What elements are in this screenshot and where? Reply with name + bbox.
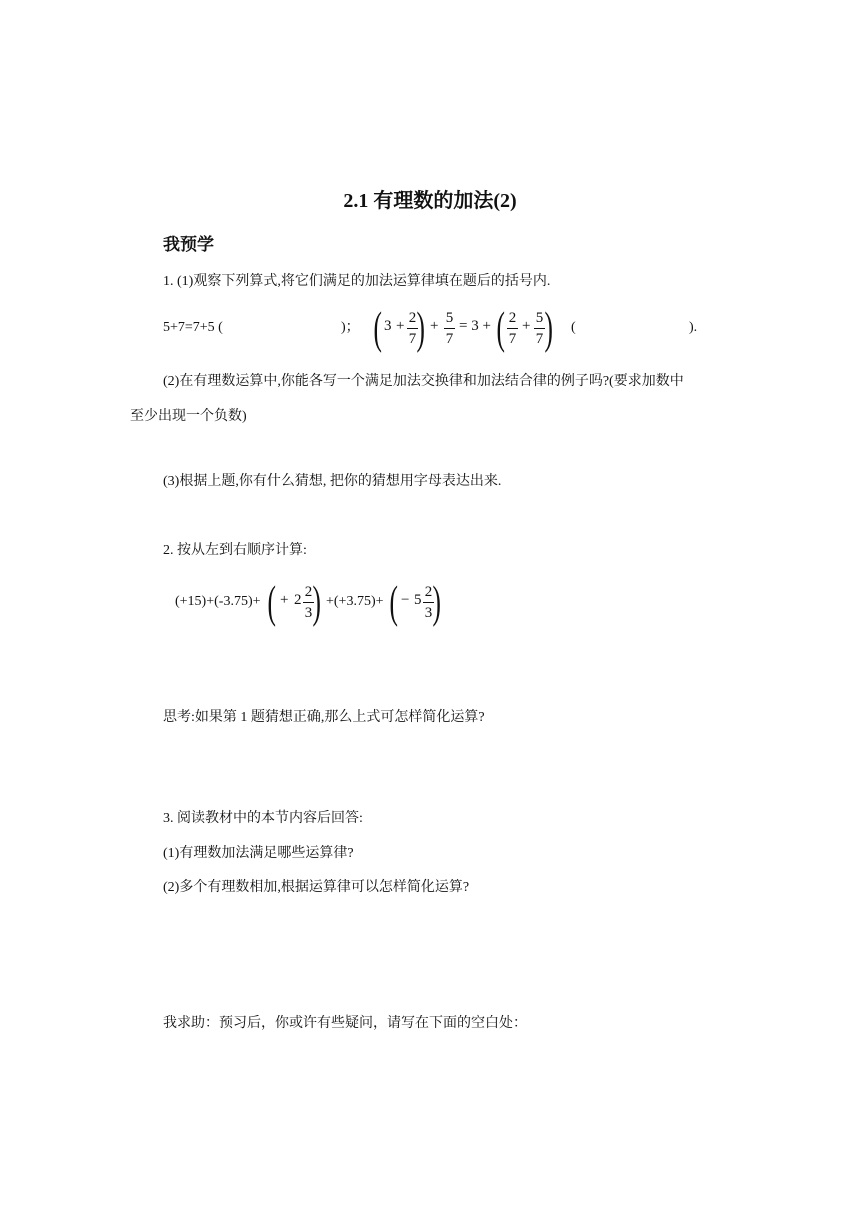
denominator: 7 xyxy=(508,331,517,347)
eq-plus: + xyxy=(522,318,531,334)
eq-plus: + xyxy=(396,318,405,334)
fraction xyxy=(444,309,455,348)
mixed-whole: 2 xyxy=(294,592,302,608)
numerator: 5 xyxy=(445,310,454,326)
mixed-sign: + xyxy=(280,592,289,608)
left-paren: ( xyxy=(496,302,505,353)
q2-expr-mid: +(+3.75)+ xyxy=(326,594,384,609)
q2-intro: 2. 按从左到右顺序计算: xyxy=(163,543,307,558)
fraction xyxy=(534,309,545,348)
mixed-whole: 5 xyxy=(414,592,422,608)
numerator: 2 xyxy=(304,584,313,600)
help-prompt: 我求助：预习后，你或许有些疑问，请写在下面的空白处： xyxy=(163,1016,527,1031)
mixed-sign: − xyxy=(401,592,410,608)
right-paren: ) xyxy=(544,302,553,353)
q3-intro: 3. 阅读教材中的本节内容后回答: xyxy=(163,811,363,826)
q1-paren-close: ). xyxy=(689,320,698,335)
right-paren: ) xyxy=(432,576,441,627)
q3-part2: (2)多个有理数相加,根据运算律可以怎样简化运算? xyxy=(163,880,470,895)
q1-part2-line2: 至少出现一个负数) xyxy=(130,409,247,424)
q1-part3: (3)根据上题,你有什么猜想, 把你的猜想用字母表达出来. xyxy=(163,474,502,489)
right-paren: ) xyxy=(416,302,425,353)
denominator: 7 xyxy=(535,331,544,347)
denominator: 3 xyxy=(424,605,433,621)
page-title: 2.1 有理数的加法(2) xyxy=(343,190,517,212)
q2-expr-start: (+15)+(-3.75)+ xyxy=(175,594,261,609)
q1-paren-open: ( xyxy=(571,320,576,335)
numerator: 2 xyxy=(424,584,433,600)
left-paren: ( xyxy=(267,576,276,627)
denominator: 3 xyxy=(304,605,313,621)
eq-plus: + xyxy=(430,318,439,334)
q1-expr1: 5+7=7+5 ( xyxy=(163,320,223,335)
q1-part2-line1: (2)在有理数运算中,你能各写一个满足加法交换律和加法结合律的例子吗?(要求加数中 xyxy=(163,374,684,389)
eq-equals: = 3 + xyxy=(459,318,491,334)
q2-think: 思考:如果第 1 题猜想正确,那么上式可怎样简化运算? xyxy=(163,710,485,725)
left-paren: ( xyxy=(389,576,398,627)
right-paren: ) xyxy=(312,576,321,627)
q1-intro: 1. (1)观察下列算式,将它们满足的加法运算律填在题后的括号内. xyxy=(163,274,551,289)
q1-expr1-close: )； xyxy=(341,320,360,335)
numerator: 5 xyxy=(535,310,544,326)
section-heading: 我预学 xyxy=(163,235,214,255)
eq-term: 3 xyxy=(384,318,392,334)
numerator: 2 xyxy=(408,310,417,326)
denominator: 7 xyxy=(445,331,454,347)
left-paren: ( xyxy=(373,302,382,353)
q3-part1: (1)有理数加法满足哪些运算律? xyxy=(163,846,354,861)
denominator: 7 xyxy=(408,331,417,347)
numerator: 2 xyxy=(508,310,517,326)
fraction xyxy=(507,309,518,348)
